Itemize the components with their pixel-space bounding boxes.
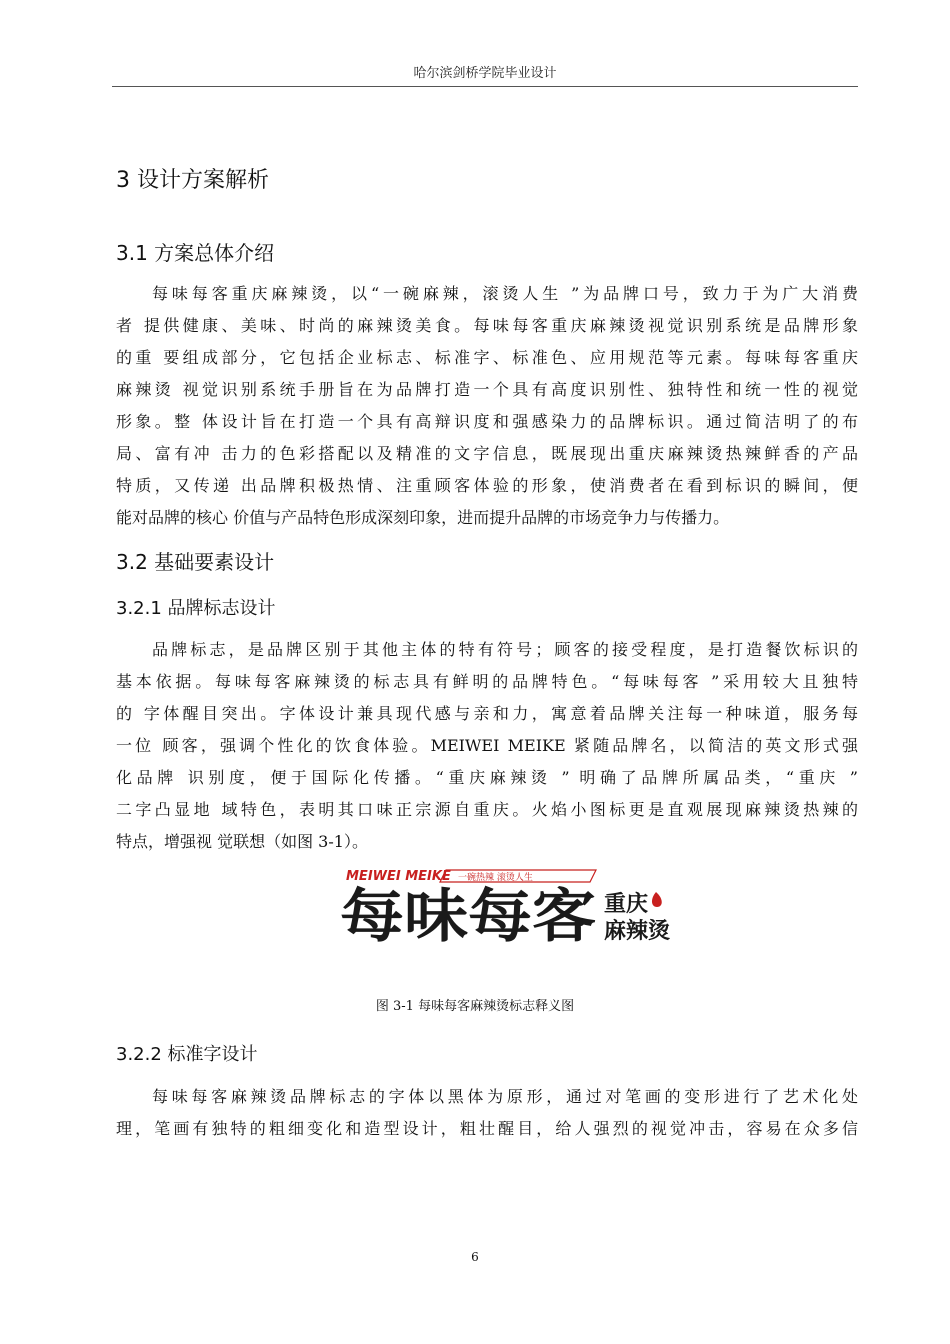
section-3-2-2-body bbox=[116, 1081, 858, 1145]
figure-caption: 图 3-1 每味每客麻辣烫标志释义图 bbox=[375, 999, 575, 1014]
paragraph-line: 二字凸显地 域特色，表明其口味正宗源自重庆。火焰小图标更是直观展现麻辣烫热辣的 bbox=[116, 800, 858, 819]
logo-category: 麻辣烫 bbox=[604, 919, 671, 944]
logo-main-name: 每味每客 bbox=[340, 882, 596, 948]
paragraph-line: 特点，增强视 觉联想（如图 3-1）。 bbox=[116, 832, 368, 851]
paragraph-line: 麻辣烫 视觉识别系统手册旨在为品牌打造一个具有高度识别性、独特性和统一性的视觉 bbox=[116, 380, 858, 399]
paragraph-line: 形象。整 体设计旨在打造一个具有高辩识度和强感染力的品牌标识。通过简洁明了的布 bbox=[116, 412, 858, 431]
paragraph-line: 每味每客麻辣烫品牌标志的字体以黑体为原形，通过对笔画的变形进行了艺术化处 bbox=[152, 1087, 858, 1106]
section-3-1-body bbox=[116, 278, 858, 534]
logo-slogan: 一碗热辣 滚烫人生 bbox=[458, 873, 533, 883]
running-header: 哈尔滨剑桥学院毕业设计 bbox=[413, 66, 557, 81]
paragraph-line: 者 提供健康、美味、时尚的麻辣烫美食。每味每客重庆麻辣烫视觉识别系统是品牌形象 bbox=[116, 316, 858, 335]
section-3-2-1-body bbox=[116, 634, 858, 858]
brand-logo bbox=[338, 866, 682, 948]
section-3-2-heading: 3.2 基础要素设计 bbox=[116, 550, 275, 574]
paragraph-line: 特质，又传递 出品牌积极热情、注重顾客体验的形象，使消费者在看到标识的瞬间，便 bbox=[116, 476, 858, 495]
section-3-1-heading: 3.1 方案总体介绍 bbox=[116, 241, 275, 265]
section-3-2-1-heading: 3.2.1 品牌标志设计 bbox=[116, 598, 276, 619]
chapter-heading: 3 设计方案解析 bbox=[116, 168, 269, 193]
paragraph-line: 局、富有冲 击力的色彩搭配以及精准的文字信息，既展现出重庆麻辣烫热辣鲜香的产品 bbox=[116, 444, 858, 463]
paragraph-line: 基本依据。每味每客麻辣烫的标志具有鲜明的品牌特色。“每味每客 ”采用较大且独特 bbox=[116, 672, 858, 691]
paragraph-line: 化品牌 识别度，便于国际化传播。“重庆麻辣烫 ” 明确了品牌所属品类，“重庆 ” bbox=[116, 768, 858, 787]
logo-city: 重庆 bbox=[604, 892, 649, 917]
flame-icon bbox=[652, 892, 662, 907]
paragraph-line: 的 字体醒目突出。字体设计兼具现代感与亲和力，寓意着品牌关注每一种味道，服务每 bbox=[116, 704, 858, 723]
paragraph-line: 品牌标志，是品牌区别于其他主体的特有符号；顾客的接受程度，是打造餐饮标识的 bbox=[152, 640, 858, 659]
paragraph-line: 一位 顾客，强调个性化的饮食体验。MEIWEI MEIKE 紧随品牌名，以简洁的英文形式强 bbox=[116, 736, 858, 755]
paragraph-line: 的重 要组成部分，它包括企业标志、标准字、标准色、应用规范等元素。每味每客重庆 bbox=[116, 348, 858, 367]
paragraph-line: 能对品牌的核心 价值与产品特色形成深刻印象，进而提升品牌的市场竞争力与传播力。 bbox=[116, 508, 730, 527]
paragraph-line: 理，笔画有独特的粗细变化和造型设计，粗壮醒目，给人强烈的视觉冲击，容易在众多信 bbox=[116, 1119, 858, 1138]
section-3-2-2-heading: 3.2.2 标准字设计 bbox=[116, 1044, 258, 1065]
header-divider bbox=[112, 86, 858, 87]
page-number: 6 bbox=[471, 1250, 479, 1264]
logo-english-name: MEIWEI MEIKE bbox=[346, 869, 451, 884]
paragraph-line: 每味每客重庆麻辣烫，以“一碗麻辣，滚烫人生 ”为品牌口号，致力于为广大消费 bbox=[152, 284, 858, 303]
